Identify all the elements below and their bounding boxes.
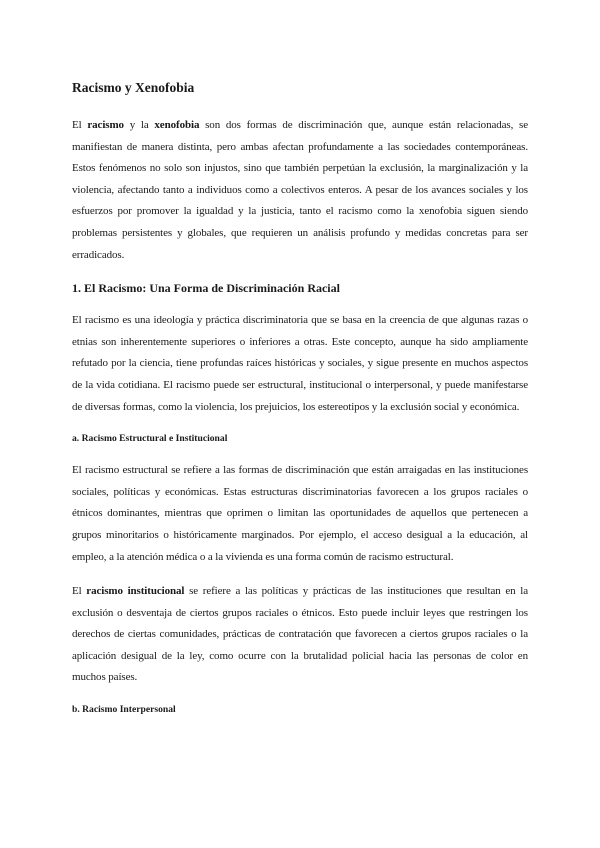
document-page — [72, 78, 528, 731]
intro-text-2: y la — [123, 119, 155, 131]
intro-bold-racismo: racismo — [87, 119, 124, 131]
subsection-a-heading: a. Racismo Estructural e Institucional — [72, 433, 228, 445]
subsection-a-paragraph-2 — [72, 581, 528, 689]
subsection-b-heading: b. Racismo Interpersonal — [72, 704, 176, 716]
subsection-a-p2-text-2: se refiere a las políticas y prácticas de las instituciones que resultan en la exclusión o desventaja de ciertos grupos raciales o étnicos. Esto puede incluir leyes que restringen los derechos de ciertas comunidades, prácticas de contratación que favorecen a ciertos grupos raciales o la aplicación desigual de la ley, como ocurre con la brutalidad policial hacia las personas de color en muchos países. — [72, 585, 528, 684]
document-title: Racismo y Xenofobia — [72, 80, 195, 95]
subsection-a-p2-bold: racismo institucional — [86, 585, 185, 598]
section-1-heading: 1. El Racismo: Una Forma de Discriminación Racial — [72, 281, 340, 296]
intro-paragraph — [72, 115, 528, 266]
intro-bold-xenofobia: xenofobia — [154, 119, 200, 131]
subsection-a-p2-text-1: El — [72, 585, 87, 598]
intro-text-1: El — [72, 119, 88, 131]
intro-text-3: son dos formas de discriminación que, aunque están relacionadas, se manifiestan de manera distinta, pero ambas afectan profundamente a las sociedades contemporáneas. Estos fenómenos no solo son injustos, sino que también perpetúan la exclusión, la marginalización y la violencia, afectando tanto a individuos como a colectivos enteros. A pesar de los avances sociales y los esfuerzos por promover la igualdad y la justicia, tanto el racismo como la xenofobia siguen siendo problemas persistentes y globales, que requieren un análisis profundo y medidas concretas para ser erradicados. — [72, 119, 529, 261]
section-1-paragraph: El racismo es una ideología y práctica discriminatoria que se basa en la creencia de que algunas razas o etnias son inherentemente superiores o inferiores a otras. Este concepto, aunque ha sido ampliamente refutado por la ciencia, tiene profundas raíces históricas y sociales, y sigue presente en muchos aspectos de la vida cotidiana. El racismo puede ser estructural, institucional o interpersonal, y puede manifestarse de diversas formas, como la violencia, los prejuicios, los estereotipos y la exclusión social y económica. — [72, 314, 528, 413]
subsection-a-paragraph-1: El racismo estructural se refiere a las formas de discriminación que están arraigadas en las instituciones sociales, políticas y económicas. Estas estructuras discriminatorias favorecen a los grupos raciales o étnicos dominantes, mientras que oprimen o limitan las oportunidades de aquellos que pertenecen a grupos minoritarios o históricamente marginados. Por ejemplo, el acceso desigual a la educación, al empleo, a la atención médica o a la vivienda es una forma común de racismo estructural. — [72, 464, 528, 563]
